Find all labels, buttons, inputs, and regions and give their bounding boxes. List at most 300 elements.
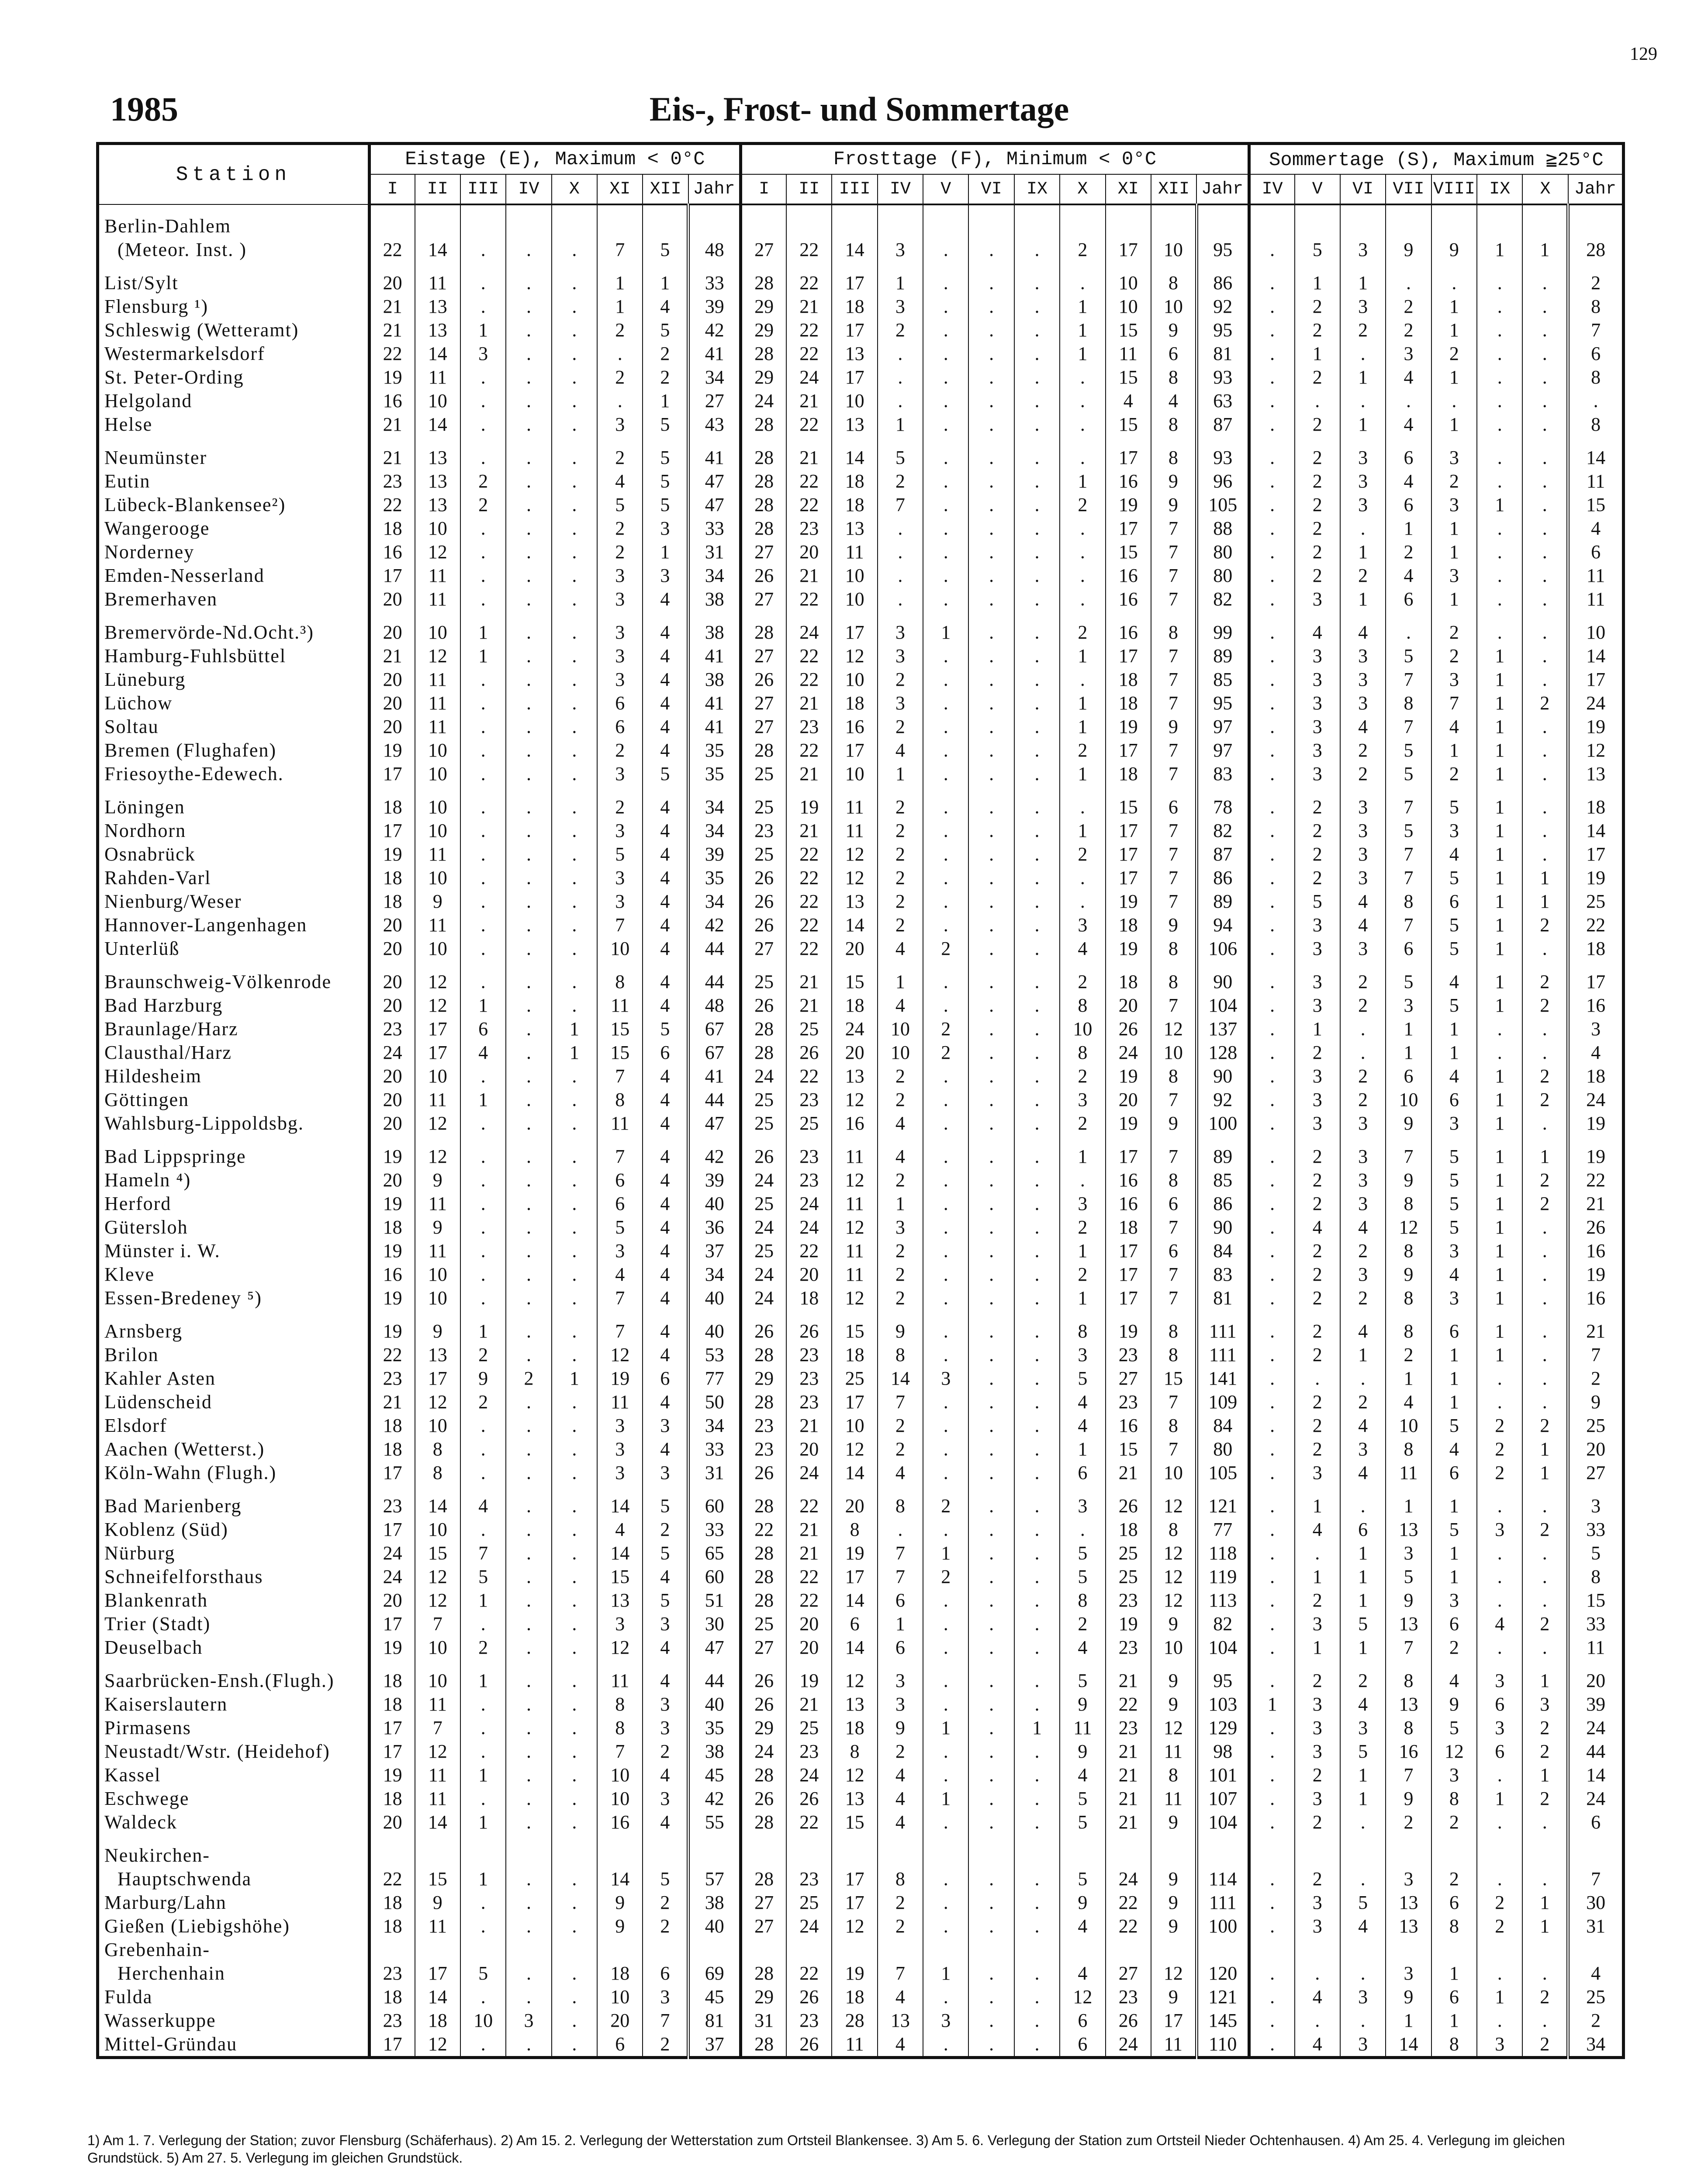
s-month-header: VIII [1431,174,1477,204]
e-value-cell: 8 [597,961,643,994]
s-value-cell: 2 [1295,493,1340,517]
e-value-cell: 6 [643,1041,688,1064]
s-value-cell: 14 [1386,2032,1431,2058]
f-value-cell: 6 [1151,1192,1196,1216]
s-value-cell: . [1249,644,1294,668]
e-value-cell: 2 [460,493,506,517]
e-value-cell: 22 [369,342,415,366]
f-value-cell: 9 [1151,493,1196,517]
f-value-cell: . [1014,342,1060,366]
e-value-cell: . [460,913,506,937]
f-value-cell: . [968,342,1014,366]
e-value-cell: . [506,1239,551,1263]
station-name: Nienburg/Weser [98,890,370,913]
table-row [98,470,1624,493]
f-value-cell: 24 [786,1461,832,1485]
table-row [98,1461,1624,1485]
s-value-cell: 4 [1431,1438,1477,1461]
f-value-cell: 23 [741,819,786,843]
f-value-cell: 14 [878,1367,923,1390]
f-value-cell: 21 [1106,1811,1151,1834]
e-value-cell: 30 [688,1612,741,1636]
e-value-cell: 12 [415,1112,460,1135]
s-value-cell: 4 [1431,843,1477,866]
e-value-cell: 17 [369,762,415,786]
f-value-cell: . [968,2009,1014,2032]
s-value-cell: 2 [1295,413,1340,436]
e-value-cell: 3 [643,1414,688,1438]
f-value-cell: 22 [786,866,832,890]
f-value-cell: 2 [1060,1064,1105,1088]
e-value-cell: 4 [643,843,688,866]
s-value-cell: 11 [1568,470,1624,493]
e-value-cell: . [552,1763,597,1787]
e-value-cell: 13 [415,318,460,342]
table-row [98,611,1624,644]
f-value-cell: 19 [1106,937,1151,961]
f-value-cell: 18 [832,994,877,1017]
s-value-cell: . [1249,1914,1294,1938]
s-value-cell: 3 [1431,1589,1477,1612]
s-value-cell: . [1477,564,1522,587]
s-value-cell: 3 [1386,1938,1431,1985]
e-value-cell: . [460,1693,506,1716]
f-value-cell: 17 [1151,2009,1196,2032]
f-value-cell: 2 [1060,843,1105,866]
f-value-cell: 28 [741,1811,786,1834]
f-value-cell: . [923,517,968,540]
s-value-cell: 3 [1340,866,1386,890]
s-month-header: X [1522,174,1568,204]
s-value-cell: 1 [1295,1017,1340,1041]
f-value-cell: 12 [1151,1565,1196,1589]
s-value-cell: 3 [1431,436,1477,470]
f-value-cell: 7 [878,493,923,517]
f-value-cell: . [1014,1286,1060,1310]
e-value-cell: . [460,1414,506,1438]
s-value-cell: 8 [1568,295,1624,318]
f-value-cell: . [923,1693,968,1716]
f-value-cell: 27 [1106,1367,1151,1390]
e-value-cell: 23 [369,1367,415,1390]
f-value-cell: . [1014,1088,1060,1112]
e-value-cell: 17 [369,1518,415,1541]
f-value-cell: 10 [832,564,877,587]
f-month-header: XII [1151,174,1196,204]
station-name: Pirmasens [98,1716,370,1740]
f-value-cell: 6 [1151,786,1196,819]
e-value-cell: . [552,1985,597,2009]
s-value-cell: 1 [1477,1343,1522,1367]
f-value-cell: . [923,890,968,913]
e-value-cell: . [506,611,551,644]
sommertage-group-header: Sommertage (S), Maximum ≧25°C [1249,144,1623,175]
e-value-cell: 1 [552,1367,597,1390]
s-value-cell: 3 [1431,564,1477,587]
s-value-cell: . [1522,1390,1568,1414]
table-row [98,644,1624,668]
f-value-cell: 80 [1196,1438,1249,1461]
f-value-cell: . [968,611,1014,644]
s-value-cell: 3 [1295,913,1340,937]
s-value-cell: 4 [1386,564,1431,587]
s-value-cell: 8 [1386,1716,1431,1740]
f-value-cell: . [923,1192,968,1216]
f-value-cell: 13 [832,342,877,366]
f-value-cell: 18 [1106,913,1151,937]
f-value-cell: . [923,1914,968,1938]
f-value-cell: . [968,413,1014,436]
f-value-cell: 1 [1060,1438,1105,1461]
f-value-cell: 7 [1151,644,1196,668]
f-value-cell: . [1014,1787,1060,1811]
s-value-cell: . [1340,342,1386,366]
e-value-cell: . [506,1461,551,1485]
s-value-cell: 14 [1568,436,1624,470]
s-value-cell: 1 [1386,1017,1431,1041]
s-value-cell: 3 [1386,1834,1431,1891]
f-value-cell: 83 [1196,1263,1249,1286]
e-value-cell: 7 [597,204,643,262]
f-value-cell: 11 [832,1263,877,1286]
s-value-cell: 9 [1386,1263,1431,1286]
f-value-cell: . [923,1985,968,2009]
e-value-cell: 17 [415,1367,460,1390]
e-value-cell: . [506,1414,551,1438]
f-value-cell: 2 [878,1414,923,1438]
s-value-cell: . [1477,1367,1522,1390]
e-value-cell: 1 [460,644,506,668]
e-value-cell: 12 [415,1135,460,1168]
s-value-cell: . [1522,1310,1568,1343]
f-value-cell: 17 [832,1891,877,1914]
f-value-cell: 13 [832,890,877,913]
f-value-cell: . [968,318,1014,342]
s-value-cell: 4 [1568,517,1624,540]
e-value-cell: . [506,937,551,961]
f-value-cell: 99 [1196,611,1249,644]
s-value-cell: 2 [1431,1811,1477,1834]
s-value-cell: . [1477,295,1522,318]
e-value-cell: 11 [415,564,460,587]
table-row [98,1310,1624,1343]
e-value-cell: 3 [643,1693,688,1716]
s-value-cell: 3 [1340,1985,1386,2009]
f-value-cell: 15 [832,961,877,994]
s-value-cell: 2 [1568,2009,1624,2032]
e-value-cell: . [506,1612,551,1636]
e-value-cell: 19 [369,843,415,866]
s-value-cell: . [1249,1589,1294,1612]
e-value-cell: 19 [369,366,415,389]
f-value-cell: 24 [786,1216,832,1239]
station-name: Neukirchen- Hauptschwenda [98,1834,370,1891]
s-value-cell: 1 [1431,1017,1477,1041]
s-value-cell: . [1522,564,1568,587]
s-value-cell: 3 [1386,994,1431,1017]
s-value-cell: 1 [1477,890,1522,913]
s-value-cell: . [1249,1017,1294,1041]
s-value-cell: 4 [1340,1216,1386,1239]
s-value-cell: 3 [1295,739,1340,762]
f-value-cell: 1 [1060,762,1105,786]
s-value-cell: 6 [1386,1064,1431,1088]
e-value-cell: . [506,961,551,994]
f-value-cell: 6 [878,1636,923,1659]
e-value-cell: 20 [369,587,415,611]
f-value-cell: 6 [832,1612,877,1636]
s-value-cell: 15 [1568,1589,1624,1612]
table-row [98,866,1624,890]
e-value-cell: 14 [597,1485,643,1518]
f-month-header: VI [968,174,1014,204]
s-value-cell: 7 [1386,1636,1431,1659]
f-value-cell: 90 [1196,961,1249,994]
e-value-cell: 2 [597,786,643,819]
s-value-cell: 1 [1386,1485,1431,1518]
station-name: Unterlüß [98,937,370,961]
f-value-cell: 1 [1060,318,1105,342]
e-value-cell: 37 [688,1239,741,1263]
f-value-cell: 18 [832,1716,877,1740]
s-value-cell: . [1249,1041,1294,1064]
f-value-cell: 24 [786,1914,832,1938]
e-value-cell: 3 [597,413,643,436]
s-value-cell: 3 [1386,342,1431,366]
s-value-cell: 2 [1295,1135,1340,1168]
e-value-cell: . [506,493,551,517]
e-value-cell: 7 [597,1135,643,1168]
f-value-cell: 18 [786,1286,832,1310]
e-value-cell: 4 [643,866,688,890]
s-value-cell: 4 [1340,1914,1386,1938]
f-value-cell: 11 [1151,2032,1196,2058]
table-row [98,366,1624,389]
f-value-cell: 23 [1106,1343,1151,1367]
e-value-cell: . [552,1088,597,1112]
f-value-cell: 29 [741,1985,786,2009]
e-value-cell: 4 [597,1518,643,1541]
s-value-cell: 3 [1340,1438,1386,1461]
e-value-cell: 3 [597,1612,643,1636]
e-value-cell: 34 [688,1263,741,1286]
s-value-cell: 4 [1568,1938,1624,1985]
f-value-cell: 1 [878,1192,923,1216]
e-value-cell: 2 [597,366,643,389]
f-value-cell: . [968,1041,1014,1064]
e-value-cell: . [460,413,506,436]
s-value-cell: . [1249,961,1294,994]
table-row [98,204,1624,262]
f-value-cell: . [1014,1763,1060,1787]
e-value-cell: 4 [643,1390,688,1414]
f-value-cell: 23 [741,1438,786,1461]
e-value-cell: 1 [597,262,643,295]
f-value-cell: . [878,342,923,366]
e-value-cell: 5 [597,1216,643,1239]
s-value-cell: . [1249,1565,1294,1589]
f-value-cell: . [923,1659,968,1693]
s-value-cell: 1 [1477,1088,1522,1112]
table-row [98,413,1624,436]
f-value-cell: . [923,389,968,413]
f-value-cell: 20 [786,1263,832,1286]
e-value-cell: 1 [552,1017,597,1041]
f-value-cell: . [1014,961,1060,994]
e-value-cell: 6 [643,1367,688,1390]
s-value-cell: . [1340,1938,1386,1985]
f-value-cell: 3 [1060,913,1105,937]
f-value-cell: 11 [832,1135,877,1168]
e-value-cell: 10 [415,1659,460,1693]
f-value-cell: 10 [832,668,877,691]
e-value-cell: 19 [369,1192,415,1216]
table-row [98,1693,1624,1716]
f-value-cell: 121 [1196,1985,1249,2009]
s-value-cell: 4 [1295,1518,1340,1541]
f-value-cell: 9 [1151,1612,1196,1636]
f-value-cell: 4 [1060,1414,1105,1438]
s-value-cell: 2 [1295,866,1340,890]
e-value-cell: 4 [643,913,688,937]
s-value-cell: . [1249,1636,1294,1659]
e-value-cell: . [460,1716,506,1740]
f-value-cell: 7 [1151,668,1196,691]
e-value-cell: 34 [688,819,741,843]
f-value-cell: . [1014,262,1060,295]
e-value-cell: 1 [460,1088,506,1112]
s-value-cell: 2 [1340,564,1386,587]
f-value-cell: . [923,668,968,691]
s-month-header: VI [1340,174,1386,204]
e-value-cell: 40 [688,1286,741,1310]
e-value-cell: 31 [688,540,741,564]
e-value-cell: . [552,1740,597,1763]
e-value-cell: 24 [369,1041,415,1064]
s-value-cell: 7 [1386,1135,1431,1168]
s-value-cell: 24 [1568,691,1624,715]
s-value-cell: 5 [1295,890,1340,913]
station-name: Marburg/Lahn [98,1891,370,1914]
e-value-cell: 3 [597,644,643,668]
s-value-cell: 1 [1295,262,1340,295]
f-value-cell: 25 [1106,1565,1151,1589]
e-value-cell: 19 [369,1239,415,1263]
e-value-cell: . [506,1343,551,1367]
f-value-cell: 17 [1106,644,1151,668]
f-value-cell: 10 [832,587,877,611]
table-row [98,739,1624,762]
f-value-cell: 1 [1060,819,1105,843]
e-value-cell: . [552,1518,597,1541]
s-value-cell: 4 [1295,1985,1340,2009]
f-value-cell: 14 [832,1461,877,1485]
f-value-cell: 12 [1151,1485,1196,1518]
f-value-cell: 8 [878,1834,923,1891]
table-row [98,762,1624,786]
f-value-cell: 9 [1151,1985,1196,2009]
s-value-cell: 2 [1340,1088,1386,1112]
f-value-cell: 7 [1151,564,1196,587]
f-value-cell: 63 [1196,389,1249,413]
station-name: Braunschweig-Völkenrode [98,961,370,994]
f-value-cell: . [923,994,968,1017]
s-value-cell: 1 [1295,1485,1340,1518]
f-value-cell: . [923,1589,968,1612]
s-value-cell: 3 [1340,691,1386,715]
f-value-cell: 22 [786,262,832,295]
s-value-cell: 2 [1386,1811,1431,1834]
e-value-cell: 17 [415,1041,460,1064]
table-body [98,204,1624,2058]
f-value-cell: 27 [741,715,786,739]
e-value-cell: 21 [369,644,415,668]
f-value-cell: 19 [786,786,832,819]
f-value-cell: 12 [1151,1541,1196,1565]
f-value-cell: 5 [1060,1787,1105,1811]
s-value-cell: 4 [1295,611,1340,644]
s-value-cell: 7 [1568,318,1624,342]
e-value-cell: . [460,890,506,913]
f-value-cell: . [1014,1135,1060,1168]
e-value-cell: . [506,1518,551,1541]
f-value-cell: 22 [786,1589,832,1612]
f-value-cell: 97 [1196,715,1249,739]
e-value-cell: 42 [688,318,741,342]
e-value-cell: 15 [597,1041,643,1064]
f-value-cell: . [923,262,968,295]
s-value-cell: 8 [1386,1438,1431,1461]
e-value-cell: . [506,1787,551,1811]
s-value-cell: 1 [1340,413,1386,436]
f-value-cell: 12 [832,1659,877,1693]
table-row [98,1811,1624,1834]
s-value-cell: 9 [1386,1112,1431,1135]
s-value-cell: . [1249,1891,1294,1914]
f-value-cell: 22 [786,843,832,866]
s-value-cell: 3 [1295,1088,1340,1112]
f-value-cell: 2 [878,470,923,493]
e-value-cell: 18 [597,1938,643,1985]
e-value-cell: . [506,1041,551,1064]
s-value-cell: 1 [1340,262,1386,295]
e-value-cell: 17 [369,1740,415,1763]
table-row [98,517,1624,540]
s-value-cell: 6 [1568,540,1624,564]
s-value-cell: 19 [1568,1263,1624,1286]
f-value-cell: . [968,587,1014,611]
e-value-cell: 1 [460,1659,506,1693]
e-value-cell: . [506,1914,551,1938]
f-value-cell: 22 [786,413,832,436]
station-name: Hamburg-Fuhlsbüttel [98,644,370,668]
s-value-cell: 2 [1295,1414,1340,1438]
f-value-cell: 2 [878,1064,923,1088]
f-value-cell: 16 [1106,611,1151,644]
e-value-cell: . [552,843,597,866]
e-value-cell: 40 [688,1914,741,1938]
f-value-cell: 26 [741,1461,786,1485]
f-value-cell: 12 [832,1168,877,1192]
e-value-cell: 15 [597,1565,643,1589]
s-value-cell: . [1477,436,1522,470]
e-value-cell: 3 [597,762,643,786]
s-value-cell: . [1522,644,1568,668]
e-value-cell: . [506,295,551,318]
e-value-cell: 3 [506,2009,551,2032]
f-value-cell: . [1014,318,1060,342]
e-value-cell: . [460,866,506,890]
